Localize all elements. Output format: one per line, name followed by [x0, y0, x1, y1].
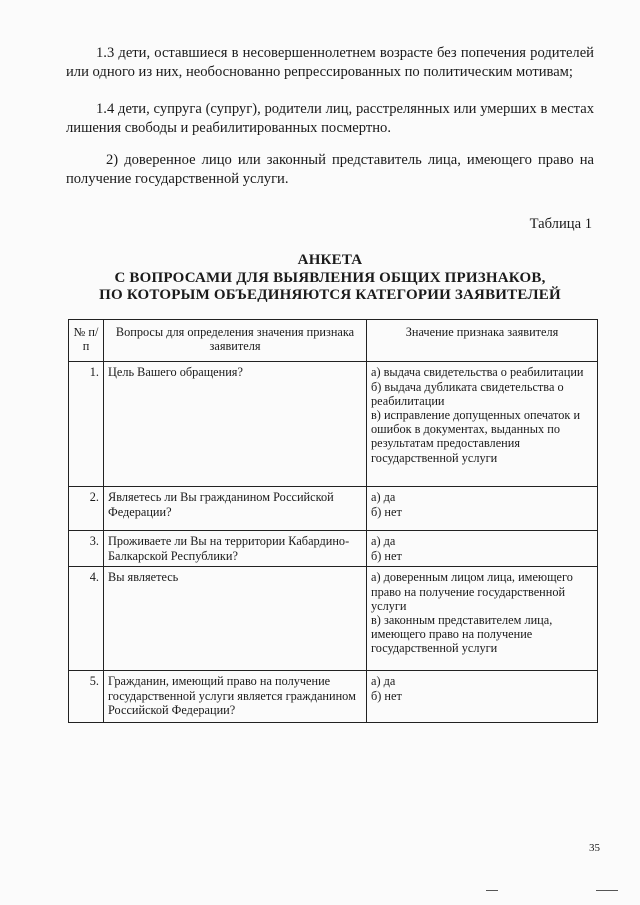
scan-mark: [486, 890, 498, 891]
paragraph-1-3: 1.3 дети, оставшиеся в несовершеннолетнем возрасте без попечения родителей или одного из них, необоснованно репрессированных по политическим мотивам;: [66, 45, 594, 80]
row-num: 3.: [69, 531, 104, 567]
option-item: в) исправление допущенных опечаток и ошибок в документах, выданных по результатам предоставления государственной услуги: [371, 408, 581, 465]
option-item: а) доверенным лицом лица, имеющего право на получение государственной услуги: [371, 570, 573, 613]
table-label: Таблица 1: [529, 216, 592, 232]
table-row: [69, 362, 598, 487]
form-heading: [66, 252, 594, 305]
option-item: а) да: [371, 674, 396, 689]
row-question: Вы являетесь: [104, 567, 367, 671]
heading-line-3: ПО КОТОРЫМ ОБЪЕДИНЯЮТСЯ КАТЕГОРИИ ЗАЯВИТЕЛЕЙ: [99, 287, 561, 303]
header-num: № п/п: [69, 320, 104, 362]
table-header-row: [69, 320, 598, 362]
row-question: Гражданин, имеющий право на получение государственной услуги является гражданином Российской Федерации?: [104, 671, 367, 723]
option-item: а) да: [371, 490, 396, 505]
table-row: [69, 671, 598, 723]
option-item: в) законным представителем лица, имеющего право на получение государственной услуги: [371, 613, 553, 656]
row-options: [367, 487, 598, 531]
option-item: б) нет: [371, 548, 402, 563]
option-item: б) выдача дубликата свидетельства о реабилитации: [371, 379, 564, 408]
paragraph-1-4: 1.4 дети, супруга (супруг), родители лиц, расстрелянных или умерших в местах лишения свободы и реабилитированных посмертно.: [66, 101, 594, 136]
row-question: Являетесь ли Вы гражданином Российской Федерации?: [104, 487, 367, 531]
heading-line-2: С ВОПРОСАМИ ДЛЯ ВЫЯВЛЕНИЯ ОБЩИХ ПРИЗНАКОВ,: [114, 269, 546, 286]
option-item: б) нет: [371, 688, 402, 703]
row-num: 4.: [69, 567, 104, 671]
row-question: Проживаете ли Вы на территории Кабардино-Балкарской Республики?: [104, 531, 367, 567]
row-num: 2.: [69, 487, 104, 531]
table-row: [69, 487, 598, 531]
header-value: Значение признака заявителя: [367, 320, 598, 362]
heading-line-1: АНКЕТА: [297, 252, 363, 268]
option-item: б) нет: [371, 504, 402, 519]
page-number: 35: [589, 842, 600, 854]
scan-mark: [596, 890, 618, 891]
row-num: 5.: [69, 671, 104, 723]
row-options: [367, 531, 598, 567]
table-row: [69, 531, 598, 567]
questionnaire-table: [68, 319, 598, 723]
option-item: а) да: [371, 534, 396, 549]
table-row: [69, 567, 598, 671]
header-question: Вопросы для определения значения признака заявителя: [104, 320, 367, 362]
row-question: Цель Вашего обращения?: [104, 362, 367, 487]
row-num: 1.: [69, 362, 104, 487]
paragraph-2: 2) доверенное лицо или законный представитель лица, имеющего право на получение государственной услуги.: [66, 152, 594, 187]
row-options: [367, 567, 598, 671]
row-options: [367, 362, 598, 487]
option-item: а) выдача свидетельства о реабилитации: [371, 365, 584, 380]
row-options: [367, 671, 598, 723]
